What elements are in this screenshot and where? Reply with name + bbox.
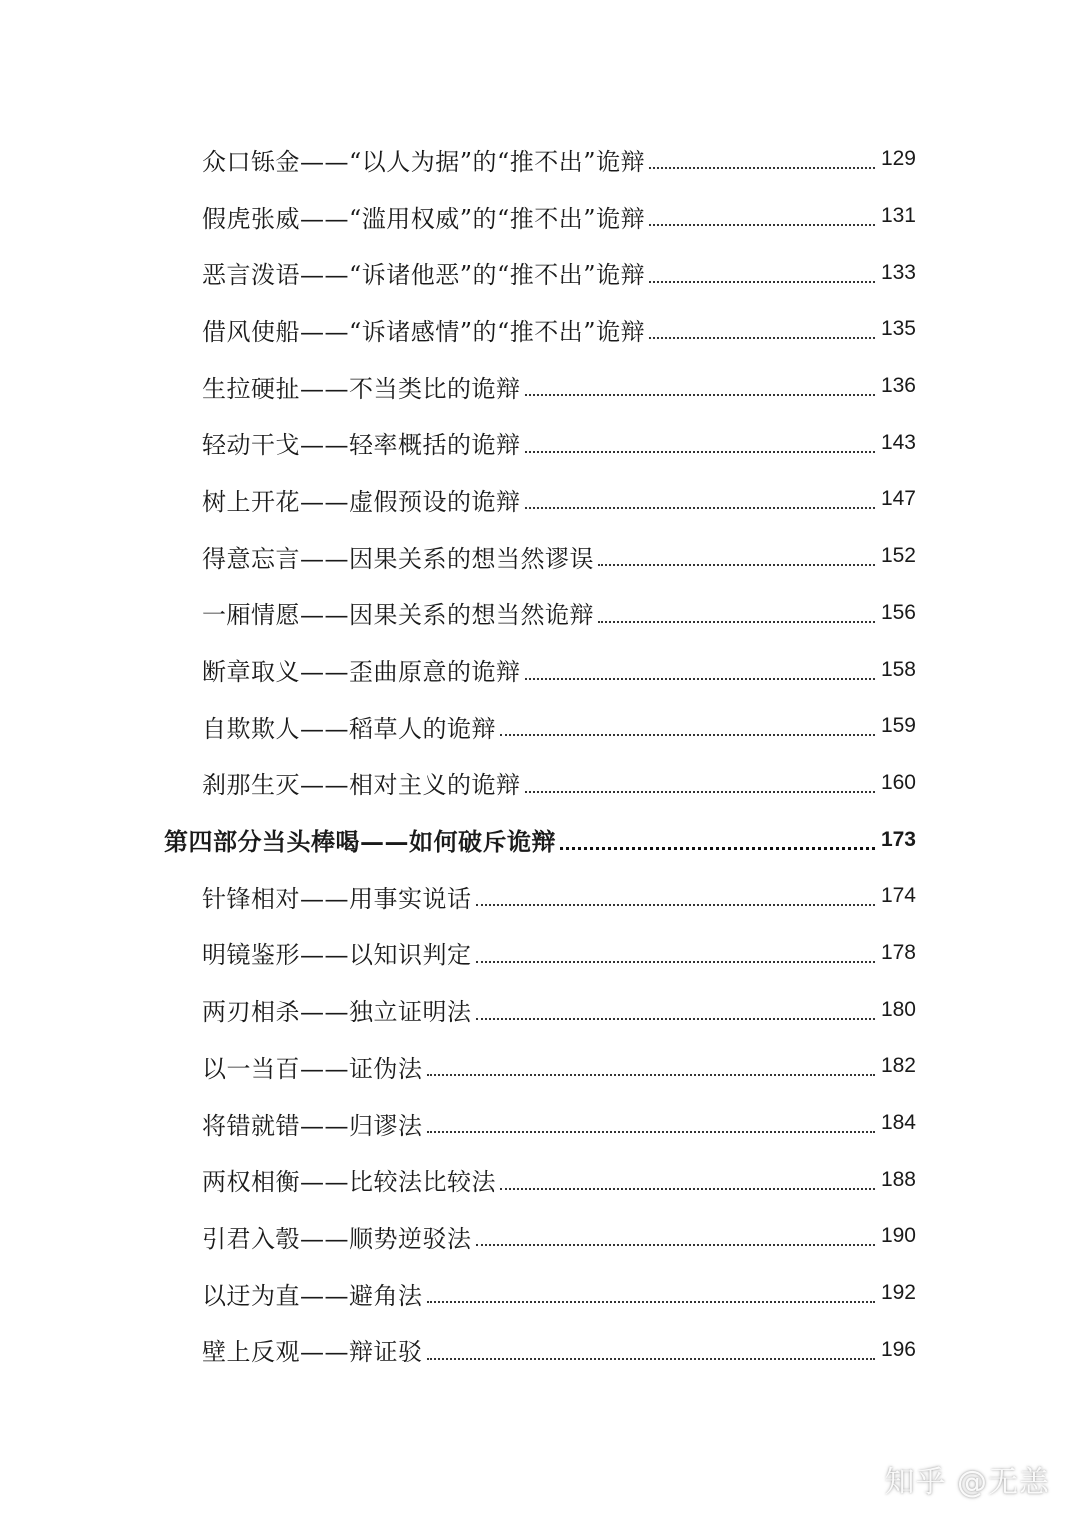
toc-dot-leader — [525, 507, 875, 509]
toc-entry-page-number: 131 — [880, 204, 916, 228]
toc-entry-page-number: 143 — [880, 430, 916, 454]
toc-entry — [0, 528, 1080, 585]
toc-entry-page-number: 136 — [880, 374, 916, 398]
toc-dot-leader — [525, 678, 875, 680]
toc-entry-title: 得意忘言——因果关系的想当然谬误 — [202, 544, 594, 573]
toc-entry-title: 刹那生灭——相对主义的诡辩 — [202, 771, 521, 800]
toc-entry-page-number: 173 — [880, 827, 916, 851]
toc-entry — [0, 1265, 1080, 1322]
toc-entry-page-number: 192 — [880, 1281, 916, 1305]
toc-entry — [0, 471, 1080, 528]
toc-entry-title: 引君入彀——顺势逆驳法 — [202, 1224, 472, 1253]
toc-dot-leader — [476, 1018, 875, 1020]
toc-dot-leader — [598, 564, 875, 566]
toc-entry-title: 恶言泼语——“诉诸他恶”的“推不出”诡辩 — [202, 261, 646, 290]
toc-dot-leader — [427, 1301, 875, 1303]
toc-dot-leader — [560, 847, 875, 850]
toc-entry-title: 以迂为直——避角法 — [202, 1281, 423, 1310]
toc-entry-title: 两刃相杀——独立证明法 — [202, 998, 472, 1027]
toc-dot-leader — [525, 451, 875, 453]
toc-entry-title: 针锋相对——用事实说话 — [202, 884, 472, 913]
toc-dot-leader — [649, 337, 875, 339]
toc-entry — [0, 131, 1080, 188]
toc-entry-page-number: 160 — [880, 770, 916, 794]
toc-entry-title: 树上开花——虚假预设的诡辩 — [202, 487, 521, 516]
toc-dot-leader — [649, 281, 875, 283]
toc-entry — [0, 981, 1080, 1038]
toc-entry — [0, 301, 1080, 358]
toc-entry-title: 自欺欺人——稻草人的诡辩 — [202, 714, 496, 743]
toc-dot-leader — [427, 1358, 875, 1360]
toc-entry-title: 生拉硬扯——不当类比的诡辩 — [202, 374, 521, 403]
toc-entry-title: 众口铄金——“以人为据”的“推不出”诡辩 — [202, 147, 646, 176]
toc-entry-page-number: 180 — [880, 997, 916, 1021]
toc-entry-page-number: 182 — [880, 1054, 916, 1078]
toc-entry-title: 以一当百——证伪法 — [202, 1054, 423, 1083]
toc-entry — [0, 755, 1080, 812]
toc-entry-title: 轻动干戈——轻率概括的诡辩 — [202, 431, 521, 460]
toc-dot-leader — [649, 224, 875, 226]
table-of-contents — [0, 131, 1080, 1378]
toc-entry — [0, 1038, 1080, 1095]
toc-entry-page-number: 158 — [880, 657, 916, 681]
toc-entry-title: 假虎张威——“滥用权威”的“推不出”诡辩 — [202, 204, 646, 233]
toc-entry — [0, 1208, 1080, 1265]
toc-entry-page-number: 184 — [880, 1111, 916, 1135]
toc-entry — [0, 1151, 1080, 1208]
toc-entry — [0, 698, 1080, 755]
toc-dot-leader — [476, 961, 875, 963]
toc-dot-leader — [649, 167, 875, 169]
toc-entry-page-number: 178 — [880, 940, 916, 964]
toc-entry-page-number: 135 — [880, 317, 916, 341]
toc-entry-title: 壁上反观——辩证驳 — [202, 1338, 423, 1367]
toc-dot-leader — [525, 394, 875, 396]
toc-entry-title: 明镜鉴形——以知识判定 — [202, 941, 472, 970]
toc-entry-page-number: 129 — [880, 147, 916, 171]
toc-entry-title: 一厢情愿——因果关系的想当然诡辩 — [202, 601, 594, 630]
toc-dot-leader — [476, 904, 875, 906]
toc-dot-leader — [427, 1074, 875, 1076]
toc-entry-page-number: 190 — [880, 1224, 916, 1248]
toc-dot-leader — [500, 734, 875, 736]
toc-entry — [0, 358, 1080, 415]
toc-entry-page-number: 147 — [880, 487, 916, 511]
toc-entry — [0, 1321, 1080, 1378]
toc-entry-page-number: 156 — [880, 600, 916, 624]
toc-entry — [0, 414, 1080, 471]
toc-entry-title: 将错就错——归谬法 — [202, 1111, 423, 1140]
toc-entry — [0, 188, 1080, 245]
toc-entry — [0, 868, 1080, 925]
toc-dot-leader — [427, 1131, 875, 1133]
toc-entry-page-number: 152 — [880, 544, 916, 568]
toc-dot-leader — [476, 1244, 875, 1246]
toc-entry — [0, 585, 1080, 642]
toc-entry — [0, 925, 1080, 982]
toc-dot-leader — [500, 1188, 875, 1190]
toc-entry — [0, 1095, 1080, 1152]
toc-dot-leader — [598, 621, 875, 623]
toc-entry-title: 借风使船——“诉诸感情”的“推不出”诡辩 — [202, 317, 646, 346]
toc-entry-page-number: 188 — [880, 1167, 916, 1191]
toc-entry-page-number: 174 — [880, 884, 916, 908]
toc-entry-title: 两权相衡——比较法比较法 — [202, 1168, 496, 1197]
watermark: 知乎 @无恙 — [884, 1465, 1050, 1500]
toc-entry-page-number: 133 — [880, 260, 916, 284]
toc-entry — [0, 244, 1080, 301]
toc-entry — [0, 641, 1080, 698]
toc-dot-leader — [525, 791, 875, 793]
toc-part-heading — [0, 811, 1080, 868]
toc-entry-title: 断章取义——歪曲原意的诡辩 — [202, 658, 521, 687]
toc-entry-title: 第四部分当头棒喝——如何破斥诡辩 — [164, 827, 556, 857]
toc-entry-page-number: 159 — [880, 714, 916, 738]
toc-entry-page-number: 196 — [880, 1337, 916, 1361]
